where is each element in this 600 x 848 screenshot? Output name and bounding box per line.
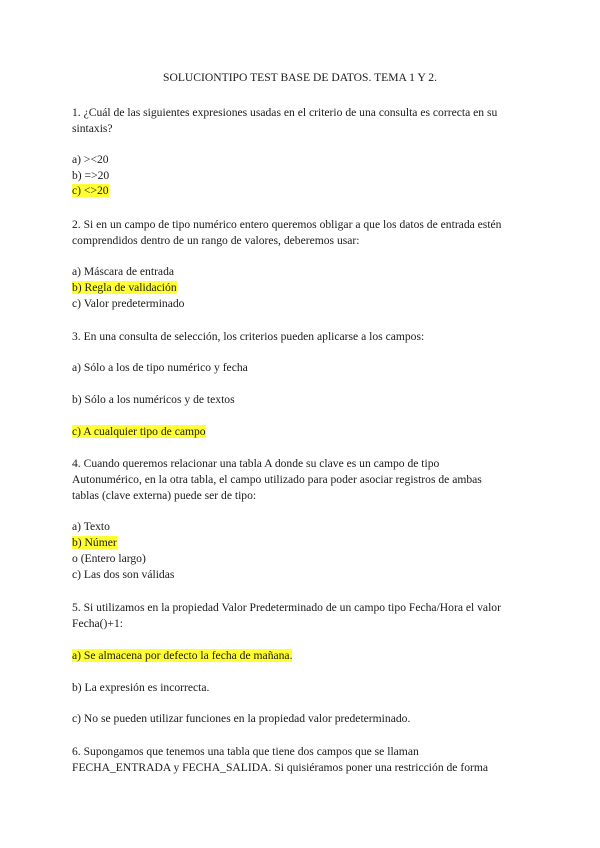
- highlighted-answer: b) Númer: [72, 536, 117, 549]
- question-3-option-a: a) Sólo a los de tipo numérico y fecha: [72, 361, 248, 374]
- highlighted-answer: c) A cualquier tipo de campo: [72, 425, 206, 438]
- question-2-text-line-1: 2. Si en un campo de tipo numérico entero queremos obligar a que los datos de entrada estén: [72, 218, 502, 231]
- question-4-text-line-2: Autonumérico, en la otra tabla, el campo utilizado para poder asociar registros de ambas: [72, 473, 482, 486]
- question-6-text-line-1: 6. Supongamos que tenemos una tabla que tiene dos campos que se llaman: [72, 745, 419, 758]
- highlighted-answer: a) Se almacena por defecto la fecha de mañana.: [72, 649, 293, 662]
- question-2-option-a: a) Máscara de entrada: [72, 265, 175, 278]
- question-1-option-c-correct: [72, 184, 109, 198]
- question-1-text-line-2: sintaxis?: [72, 122, 113, 135]
- question-3-option-c-correct: [72, 425, 206, 439]
- document-title: SOLUCIONTIPO TEST BASE DE DATOS. TEMA 1 Y 2.: [163, 71, 437, 84]
- question-2-option-c: c) Valor predeterminado: [72, 297, 185, 310]
- question-5-option-b: b) La expresión es incorrecta.: [72, 681, 210, 694]
- highlighted-answer: b) Regla de validación: [72, 281, 177, 294]
- question-4-option-b-continued: o (Entero largo): [72, 552, 146, 565]
- question-3-text-line-1: 3. En una consulta de selección, los criterios pueden aplicarse a los campos:: [72, 330, 425, 343]
- question-5-option-c: c) No se pueden utilizar funciones en la propiedad valor predeterminado.: [72, 712, 411, 725]
- question-4-text-line-1: 4. Cuando queremos relacionar una tabla A donde su clave es un campo de tipo: [72, 457, 440, 470]
- question-4-option-b-correct: [72, 536, 117, 550]
- question-1-option-b: b) =>20: [72, 169, 110, 182]
- question-2-text-line-2: comprendidos dentro de un rango de valores, deberemos usar:: [72, 234, 360, 247]
- question-4-text-line-3: tablas (clave externa) puede ser de tipo:: [72, 489, 257, 502]
- question-1-option-a: a) ><20: [72, 153, 109, 166]
- question-5-option-a-correct: [72, 649, 292, 663]
- question-5-text-line-2: Fecha()+1:: [72, 617, 123, 630]
- question-3-option-b: b) Sólo a los numéricos y de textos: [72, 393, 235, 406]
- question-4-option-c: c) Las dos son válidas: [72, 568, 175, 581]
- highlighted-answer: c) <>20: [72, 184, 109, 197]
- question-6-text-line-2: FECHA_ENTRADA y FECHA_SALIDA. Si quisiéramos poner una restricción de forma: [72, 761, 489, 774]
- question-5-text-line-1: 5. Si utilizamos en la propiedad Valor Predeterminado de un campo tipo Fecha/Hora el valor: [72, 601, 501, 614]
- question-4-option-a: a) Texto: [72, 520, 110, 533]
- question-1-text-line-1: 1. ¿Cuál de las siguientes expresiones usadas en el criterio de una consulta es correcta en su: [72, 106, 498, 119]
- question-2-option-b-correct: [72, 281, 177, 295]
